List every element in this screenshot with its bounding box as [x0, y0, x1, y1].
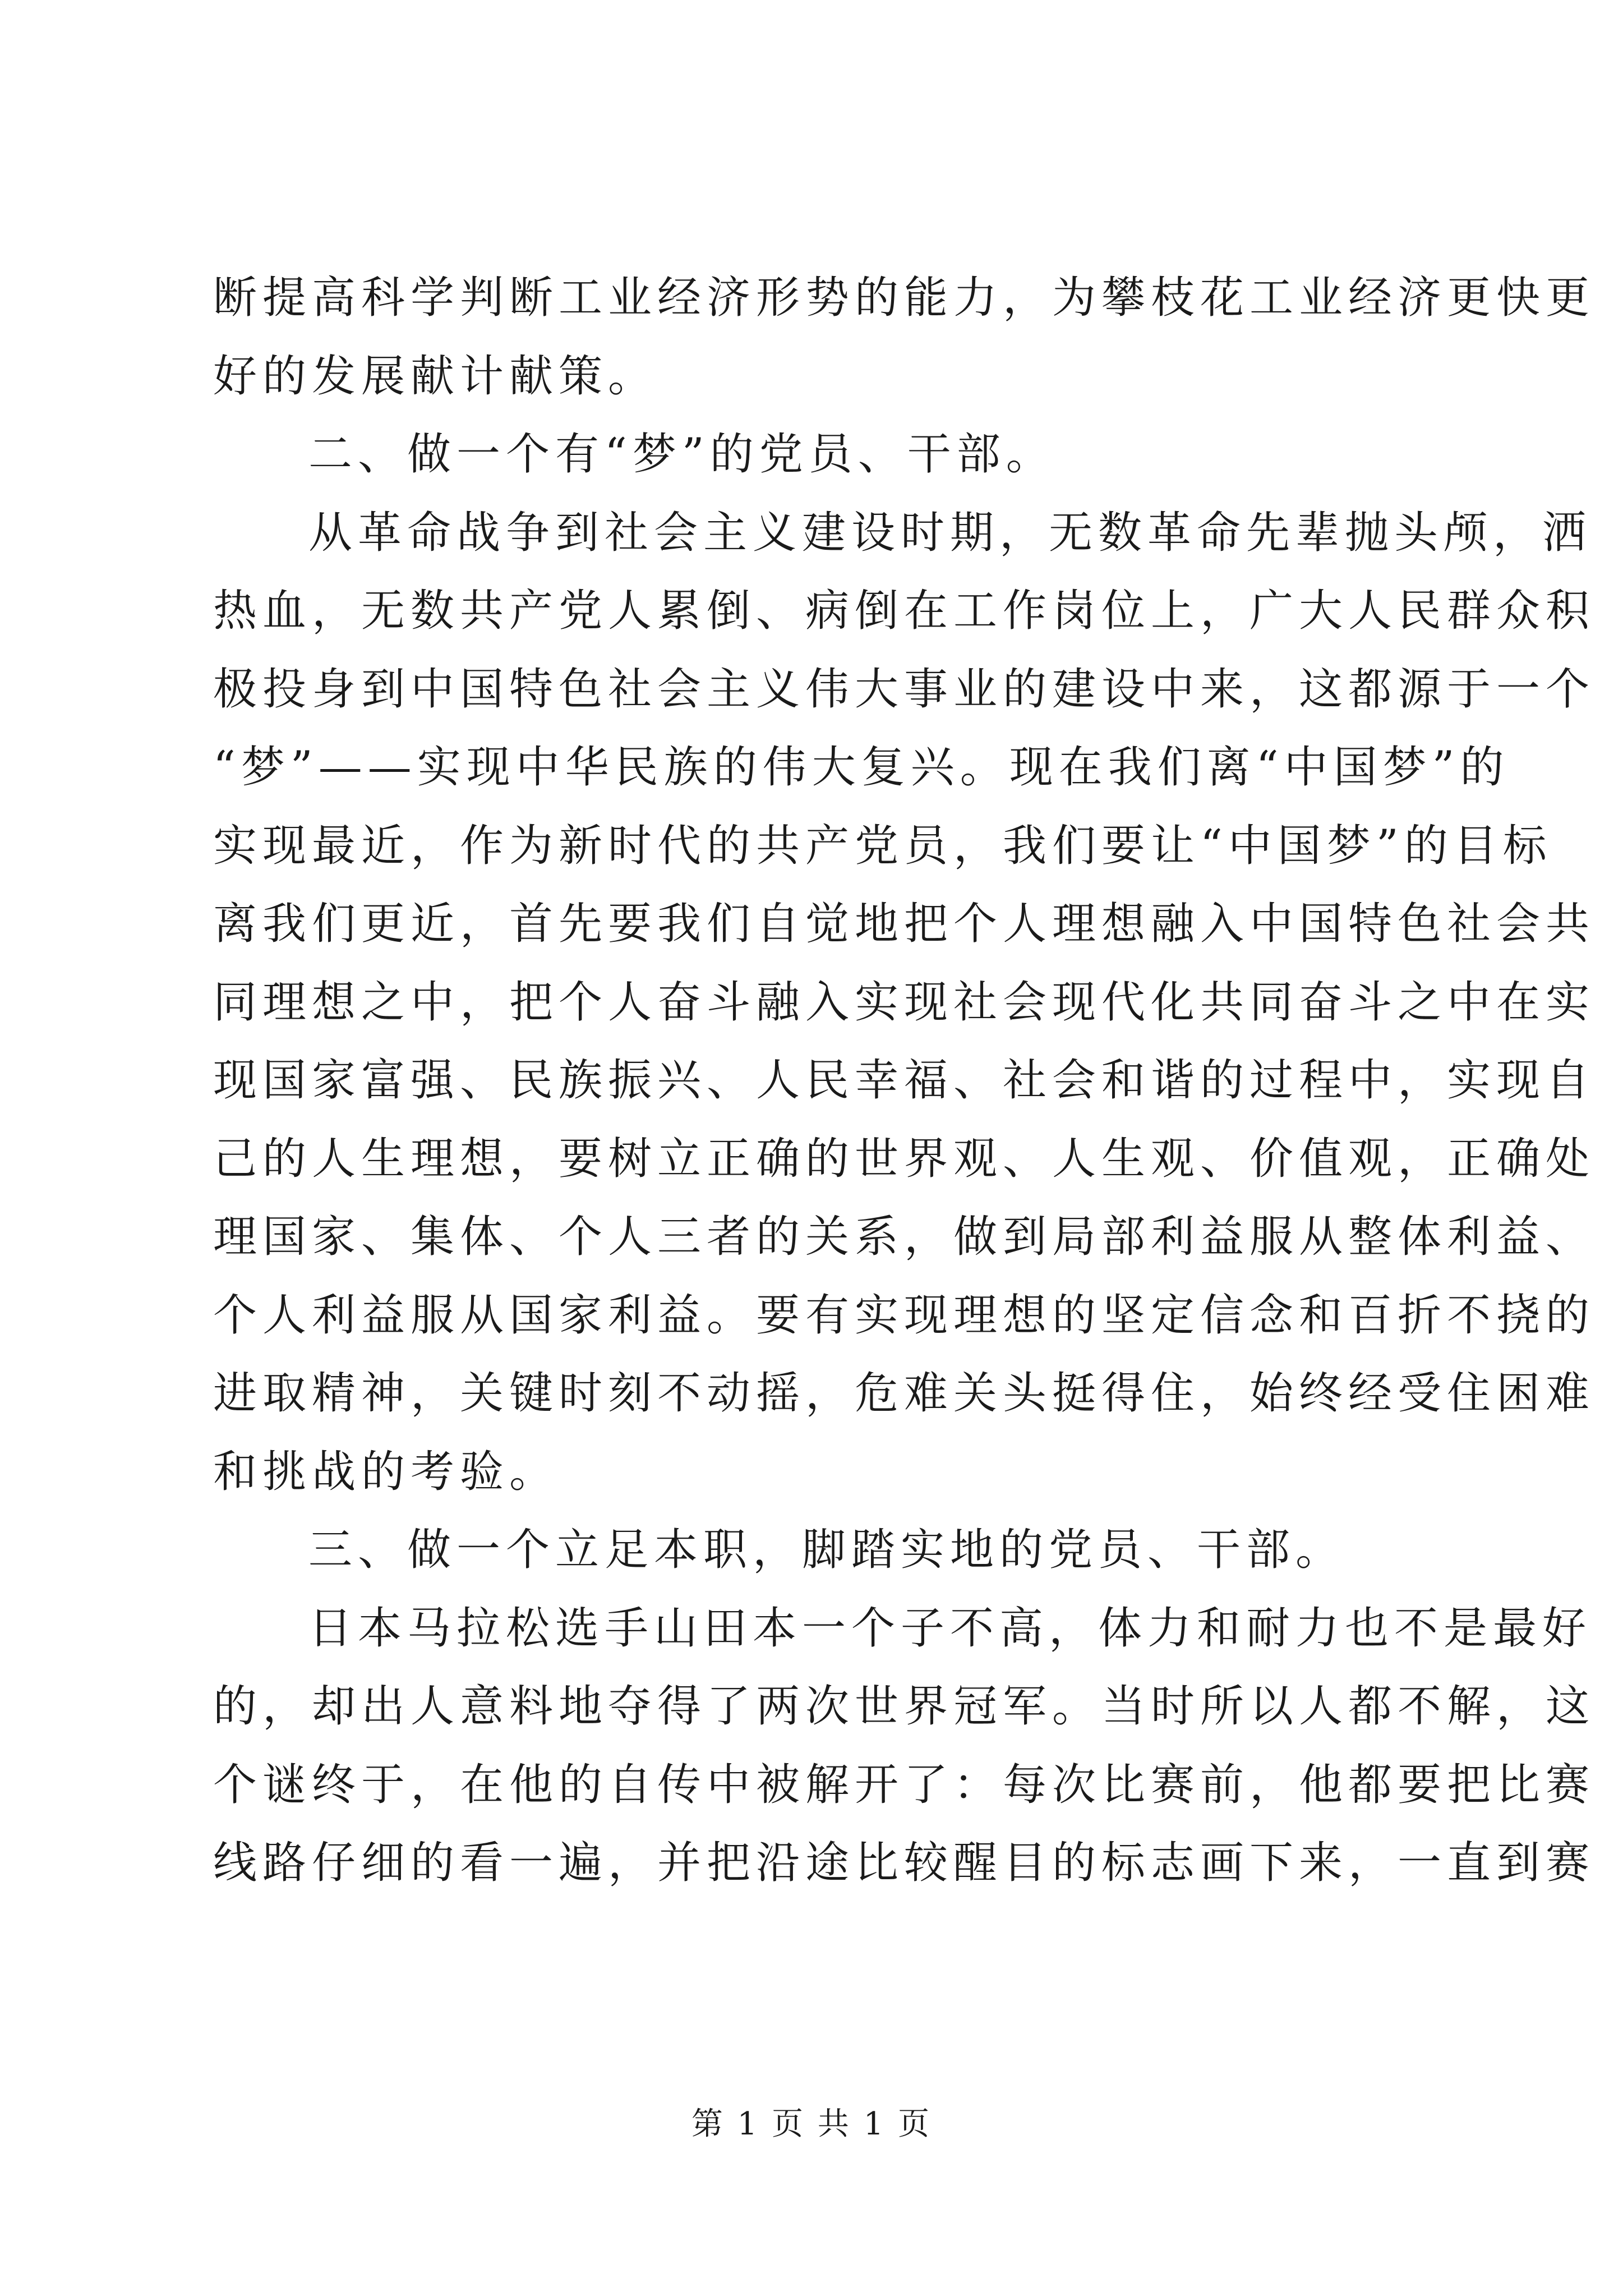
text-line: 日本马拉松选手山田本一个子不高，体力和耐力也不是最好: [308, 1603, 1592, 1654]
text-line: 和挑战的考验。: [213, 1446, 559, 1497]
text-line: 个谜终于，在他的自传中被解开了：每次比赛前，他都要把比赛: [213, 1759, 1596, 1810]
text-line: 进取精神，关键时刻不动摇，危难关头挺得住，始终经受住困难: [213, 1368, 1596, 1419]
text-line: 己的人生理想，要树立正确的世界观、人生观、价值观，正确处: [213, 1133, 1596, 1184]
text-line: 热血，无数共产党人累倒、病倒在工作岗位上，广大人民群众积: [213, 586, 1596, 636]
text-line: 极投身到中国特色社会主义伟大事业的建设中来，这都源于一个: [213, 664, 1596, 715]
text-line: 实现最近，作为新时代的共产党员，我们要让“中国梦”的目标: [213, 820, 1552, 871]
text-line: “梦”——实现中华民族的伟大复兴。现在我们离“中国梦”的: [213, 742, 1510, 793]
page-number-footer: 第 1 页 共 1 页: [691, 2106, 932, 2142]
text-line: 理国家、集体、个人三者的关系，做到局部利益服从整体利益、: [213, 1212, 1596, 1262]
text-line: 现国家富强、民族振兴、人民幸福、社会和谐的过程中，实现自: [213, 1055, 1596, 1106]
text-line: 好的发展献计献策。: [213, 351, 658, 402]
text-line: 离我们更近，首先要我们自觉地把个人理想融入中国特色社会共: [213, 899, 1596, 949]
section-heading: 二、做一个有“梦”的党员、干部。: [308, 429, 1055, 480]
text-line: 从革命战争到社会主义建设时期，无数革命先辈抛头颅，洒: [308, 507, 1592, 558]
text-line: 线路仔细的看一遍，并把沿途比较醒目的标志画下来，一直到赛: [213, 1838, 1596, 1888]
document-body: [213, 259, 1596, 1903]
text-line: 断提高科学判断工业经济形势的能力，为攀枝花工业经济更快更: [213, 273, 1596, 323]
text-line: 的，却出人意料地夺得了两次世界冠军。当时所以人都不解，这: [213, 1681, 1596, 1732]
text-line: 同理想之中，把个人奋斗融入实现社会现代化共同奋斗之中在实: [213, 977, 1596, 1028]
section-heading: 三、做一个立足本职，脚踏实地的党员、干部。: [308, 1525, 1345, 1575]
text-line: 个人利益服从国家利益。要有实现理想的坚定信念和百折不挠的: [213, 1290, 1596, 1341]
